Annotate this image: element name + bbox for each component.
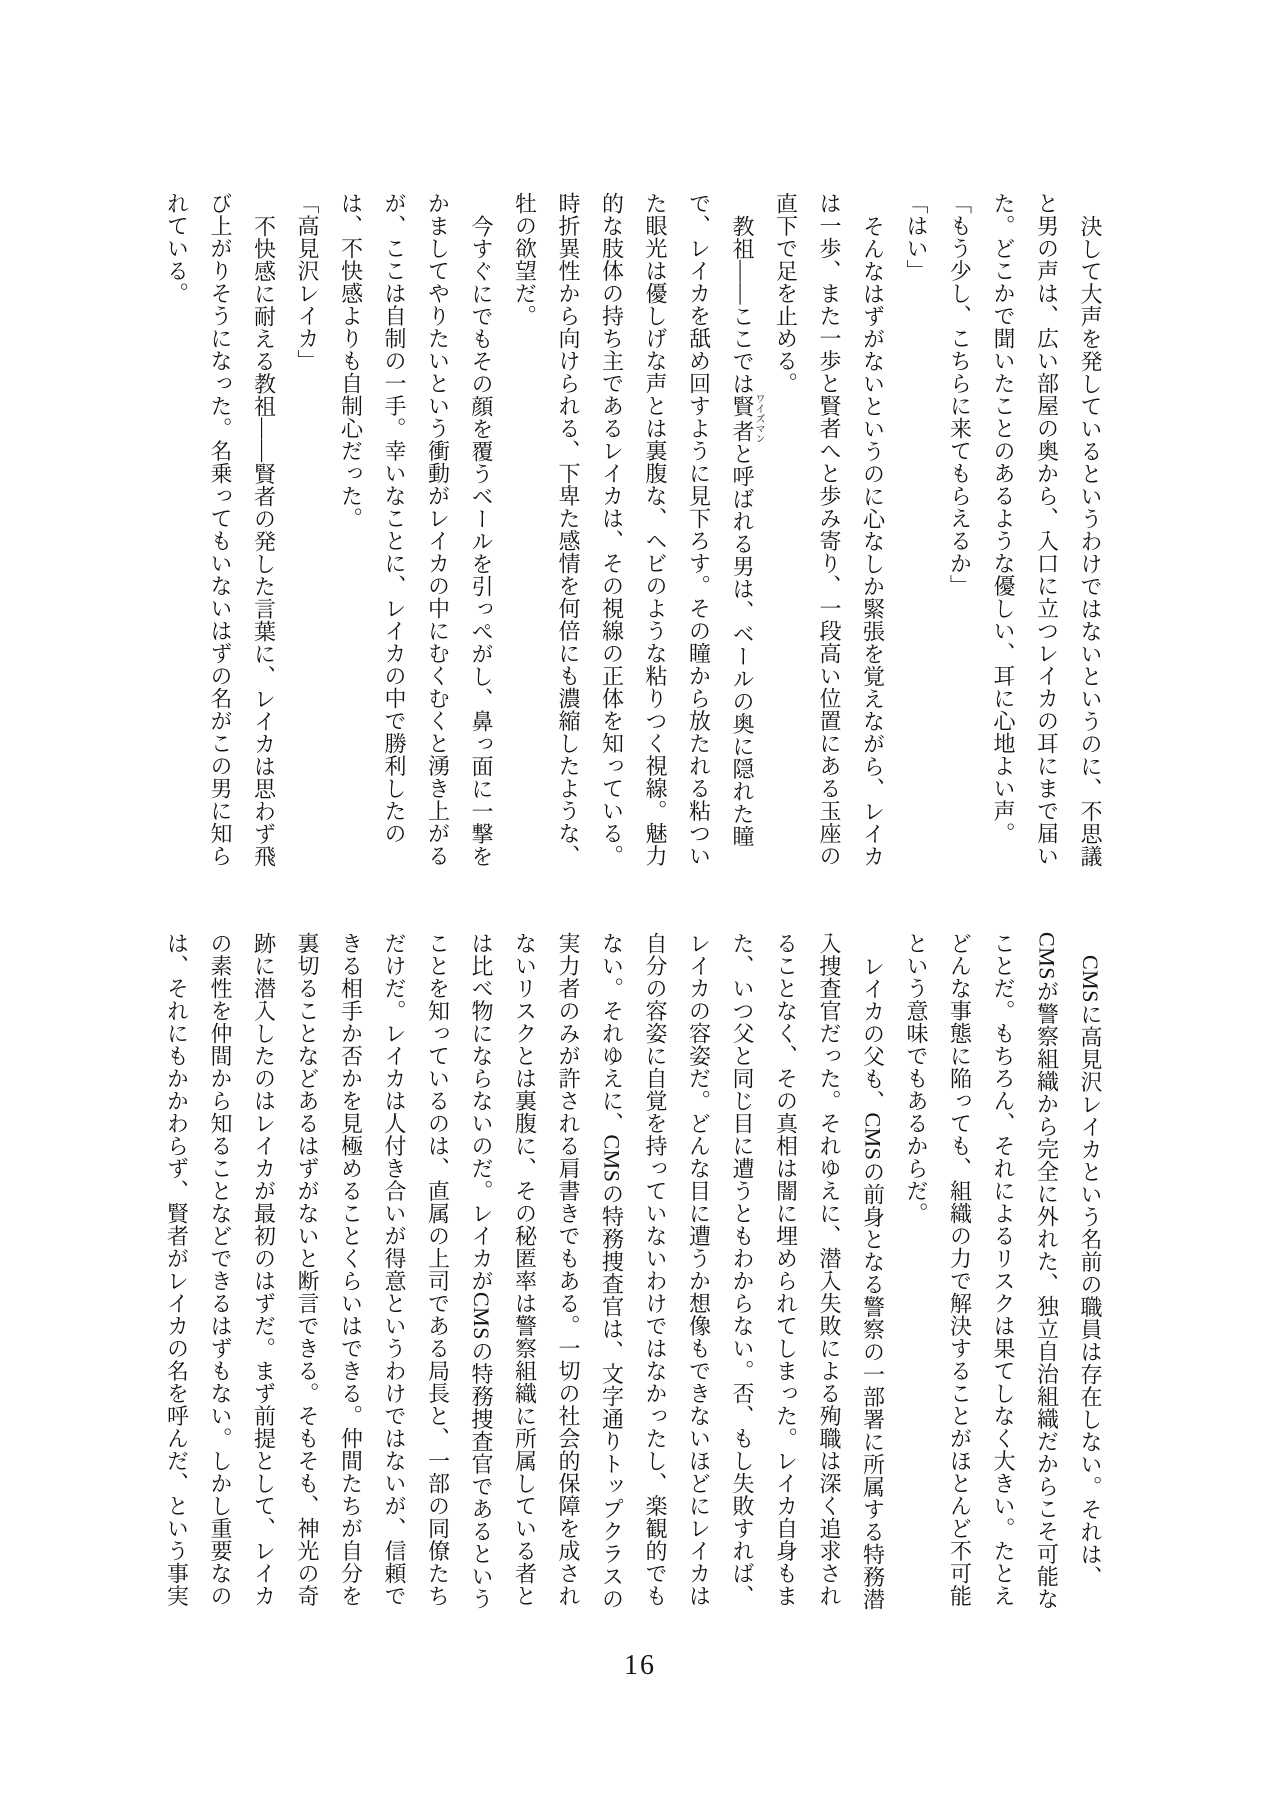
ruby-annotation — [730, 393, 764, 444]
ruby-pre-text: 教祖――ここでは — [730, 214, 755, 395]
dialogue-line: 「はい」 — [904, 192, 929, 282]
paragraph: CMSに高見沢レイカという名前の職員は存在しない。それは、CMSが警察組織から完全に外れた、独立自治組織だからこそ可能なことだ。もちろん、それによるリスクは果てしなく大きい。たとえどんな事態に陥っても、組織の力で解決することがほとんど不可能という意味でもあるからだ。 — [904, 932, 1103, 1610]
furigana: ワイズマン — [753, 393, 764, 444]
paragraph: 今すぐにでもその顔を覆うベールを引っぺがし、鼻っ面に一撃をかましてやりたいという衝動がレイカの中にむくむくと湧き上がるが、ここは自制の一手。幸いなことに、レイカの中で勝利したのは、不快感よりも自制心だった。 — [338, 192, 494, 867]
paragraph: レイカの父も、CMSの前身となる警察の一部署に所属する特務潜入捜査官だった。それゆえに、潜入失敗による殉職は深く追求されることなく、その真相は闇に埋められてしまった。レイカ自身もまた、いつ父と同じ目に遭うともわからない。否、もし失敗すれば、レイカの容姿だ。どんな目に遭うか想像もできないほどにレイカは自分の容姿に自覚を持っていないわけではなかったし、楽観的でもない。それゆえに、CMSの特務捜査官は、文字通りトップクラスの実力者のみが許される肩書きでもある。一切の社会的保障を成されないリスクとは裏腹に、その秘匿率は警察組織に所属している者とは比べ物にならないのだ。レイカがCMSの特務捜査官であるということを知っているのは、直属の上司である局長と、一部の同僚たちだけだ。レイカは人付き合いが得意というわけではないが、信頼できる相手か否かを見極めることくらいはできる。仲間たちが自分を裏切ることなどあるはずがないと断言できる。そもそも、神光の奇跡に潜入したのはレイカが最初のはずだ。まず前提として、レイカの素性を仲間から知ることなどできるはずもない。しかし重要なのは、それにもかかわらず、賢者がレイカの名を呼んだ、という事実 — [164, 932, 886, 1610]
upper-text-block — [154, 192, 1112, 872]
page-number: 16 — [624, 1650, 656, 1681]
lower-text-block — [154, 932, 1112, 1616]
paragraph: 不快感に耐える教祖――賢者の発した言葉に、レイカは思わず飛び上がりそうになった。名乗ってもいないはずの名がこの男に知られている。 — [164, 192, 277, 867]
paragraph-with-ruby — [503, 192, 764, 872]
paragraph: 決して大声を発しているというわけではないというのに、不思議と男の声は、広い部屋の奥から、入口に立つレイカの耳にまで届いた。どこかで聞いたことのあるような優しい、耳に心地よい声。 — [991, 192, 1103, 867]
dialogue-line: 「もう少し、こちらに来てもらえるか」 — [947, 192, 973, 597]
paragraph: そんなはずがないというのに心なしか緊張を覚えながら、レイカは一歩、また一歩と賢者へと歩み寄り、一段高い位置にある玉座の直下で足を止める。 — [773, 192, 886, 867]
ruby-post-text: と呼ばれる男は、ベールの奥に隠れた瞳で、レイカを舐め回すように見下ろす。その瞳から放たれる粘ついた眼光は優しげな声とは裏腹な、ヘビのような粘りつく視線。魅力的な肢体の持ち主であるレイカは、その視線の正体を知っている。時折異性から向けられる、下卑た感情を何倍にも濃縮したような、牡の欲望だ。 — [512, 192, 755, 867]
dialogue-line: 「高見沢レイカ」 — [295, 192, 320, 372]
ruby-base: 賢者 — [730, 393, 755, 444]
